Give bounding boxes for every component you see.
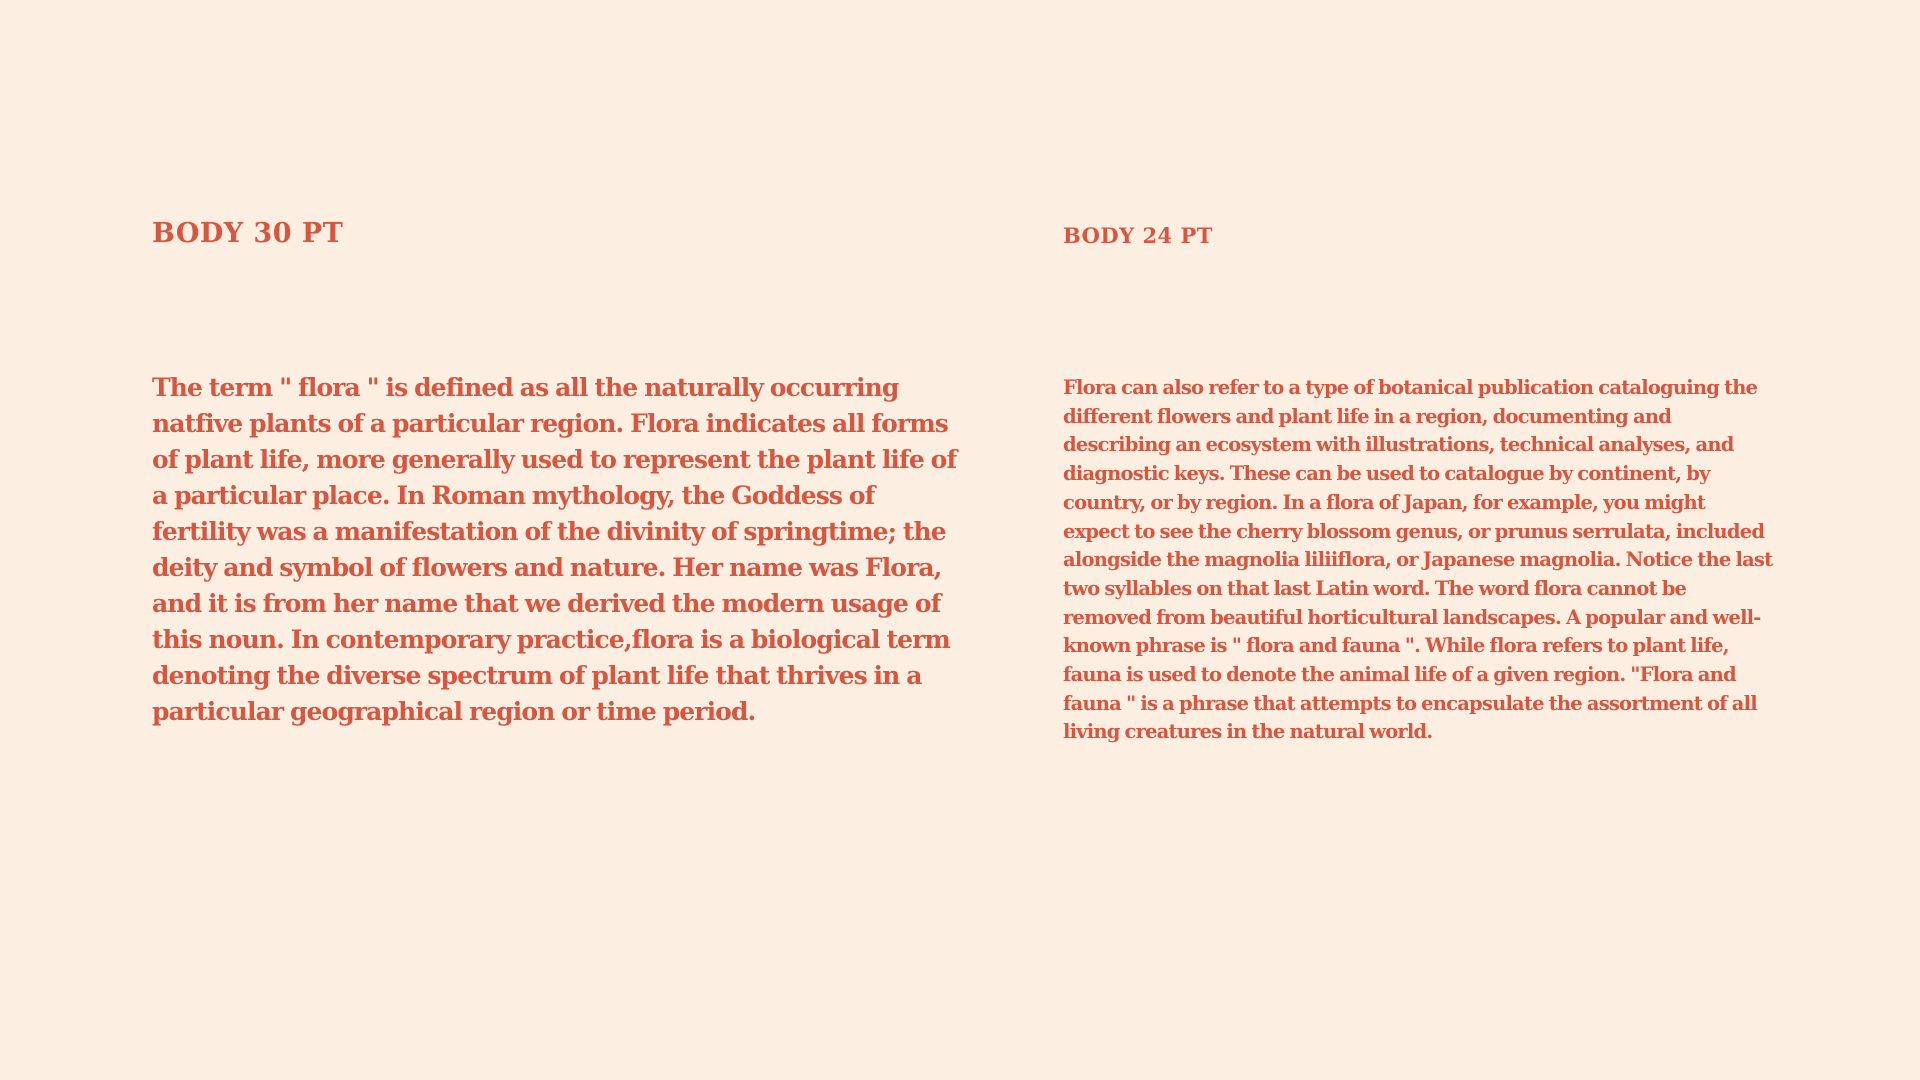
body-30-heading: BODY 30 PT (152, 218, 344, 249)
body-24-heading: BODY 24 PT (1063, 223, 1213, 248)
body-24-paragraph: Flora can also refer to a type of botanical publication cataloguing the different flowers and plant life in a region, documenting and describing an ecosystem with illustrations, technical analyses, and diagnostic keys. These can be used to catalogue by continent, by country, or by region. In a flora of Japan, for example, you might expect to see the cherry blossom genus, or prunus serrulata, included alongside the magnolia liliiflora, or Japanese magnolia. Notice the last two syllables on that last Latin word. The word flora cannot be removed from beautiful horticultural landscapes. A popular and well-known phrase is " flora and fauna ". While flora refers to plant life, fauna is used to denote the animal life of a given region. "Flora and fauna " is a phrase that attempts to encapsulate the assortment of all living creatures in the natural world. (1063, 376, 1773, 744)
body-30-paragraph: The term " flora " is defined as all the naturally occurring natfive plants of a particular region. Flora indicates all forms of plant life, more generally used to represent the plant life of a particular place. In Roman mythology, the Goddess of fertility was a manifestation of the divinity of springtime; the deity and symbol of flowers and nature. Her name was Flora, and it is from her name that we derived the modern usage of this noun. In contemporary practice,flora is a biological term denoting the diverse spectrum of plant life that thrives in a particular geographical region or time period. (152, 373, 957, 726)
